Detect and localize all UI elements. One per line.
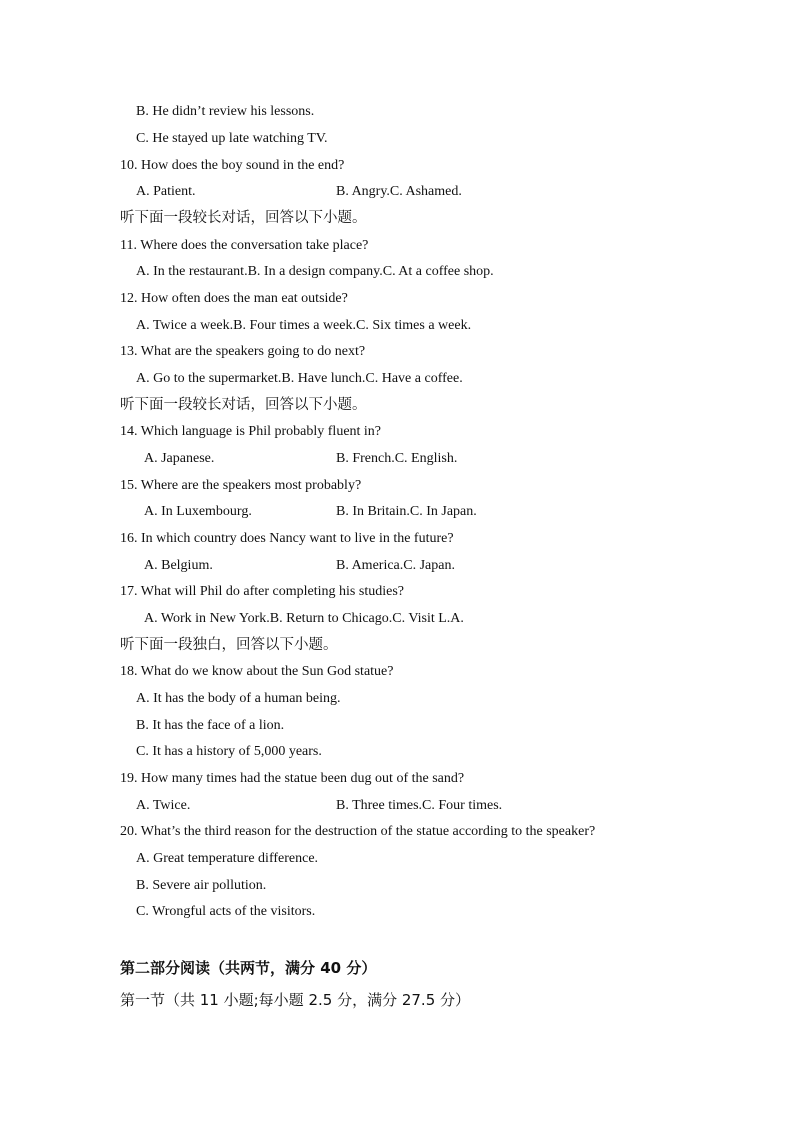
question-12 — [120, 290, 348, 308]
question-text: 13. What are the speakers going to do next? — [120, 344, 366, 359]
listening-instruction — [120, 396, 367, 414]
q19-option-a — [136, 797, 190, 815]
q12-options — [136, 317, 471, 335]
option-text: B. Three times.C. Four times. — [336, 798, 503, 813]
question-text: 10. How does the boy sound in the end? — [120, 158, 345, 173]
q19-option-bc — [336, 797, 502, 815]
question-15 — [120, 477, 361, 495]
question-text: 15. Where are the speakers most probably? — [120, 478, 362, 493]
q10-option-bc — [336, 183, 462, 201]
option-text: A. In the restaurant.B. In a design company.C. At a coffee shop. — [136, 264, 494, 279]
option-text: A. Twice. — [136, 798, 191, 813]
question-text: 11. Where does the conversation take place? — [120, 238, 369, 253]
q13-options — [136, 370, 463, 388]
option-text: C. It has a history of 5,000 years. — [136, 744, 322, 759]
option-text: B. Severe air pollution. — [136, 878, 267, 893]
option-text: B. In Britain.C. In Japan. — [336, 504, 477, 519]
question-13 — [120, 343, 365, 361]
q17-options — [144, 610, 464, 628]
option-text: B. It has the face of a lion. — [136, 718, 285, 733]
q16-option-a — [144, 557, 213, 575]
instruction-text: 听下面一段较长对话，回答以下小题。 — [120, 397, 367, 413]
q20-option-b — [136, 877, 266, 895]
q9-option-c — [136, 130, 328, 148]
section-subtitle — [120, 991, 470, 1009]
question-14 — [120, 423, 381, 441]
option-text: A. Belgium. — [144, 558, 213, 573]
q14-option-bc — [336, 450, 457, 468]
section-title-text: 第二部分阅读（共两节，满分 40 分） — [120, 959, 377, 977]
option-text: A. Great temperature difference. — [136, 851, 319, 866]
q10-option-a — [136, 183, 196, 201]
option-text: B. He didn’t review his lessons. — [136, 104, 315, 119]
q11-options — [136, 263, 494, 281]
question-text: 20. What’s the third reason for the destruction of the statue according to the speaker? — [120, 824, 596, 839]
question-text: 19. How many times had the statue been dug out of the sand? — [120, 771, 465, 786]
q14-option-a — [144, 450, 214, 468]
question-10 — [120, 157, 344, 175]
q20-option-c — [136, 903, 315, 921]
option-text: B. America.C. Japan. — [336, 558, 455, 573]
option-text: B. Angry.C. Ashamed. — [336, 184, 462, 199]
option-text: A. Work in New York.B. Return to Chicago.C. Visit L.A. — [144, 611, 464, 626]
option-text: C. Wrongful acts of the visitors. — [136, 904, 316, 919]
question-16 — [120, 530, 454, 548]
question-19 — [120, 770, 464, 788]
q15-option-bc — [336, 503, 477, 521]
option-text: C. He stayed up late watching TV. — [136, 131, 328, 146]
listening-instruction — [120, 636, 338, 654]
question-text: 17. What will Phil do after completing his studies? — [120, 584, 404, 599]
section-title — [120, 959, 376, 977]
q18-option-c — [136, 743, 322, 761]
option-text: A. Twice a week.B. Four times a week.C. Six times a week. — [136, 318, 472, 333]
instruction-text: 听下面一段较长对话，回答以下小题。 — [120, 210, 367, 226]
instruction-text: 听下面一段独白，回答以下小题。 — [120, 637, 338, 653]
option-text: A. In Luxembourg. — [144, 504, 252, 519]
q9-option-b — [136, 103, 314, 121]
section-subtitle-text: 第一节（共 11 小题;每小题 2.5 分，满分 27.5 分） — [120, 991, 471, 1009]
q20-option-a — [136, 850, 318, 868]
option-text: A. Go to the supermarket.B. Have lunch.C. Have a coffee. — [136, 371, 463, 386]
question-text: 12. How often does the man eat outside? — [120, 291, 348, 306]
q16-option-bc — [336, 557, 455, 575]
option-text: A. Patient. — [136, 184, 196, 199]
question-20 — [120, 823, 595, 841]
question-text: 14. Which language is Phil probably fluent in? — [120, 424, 382, 439]
question-text: 18. What do we know about the Sun God statue? — [120, 664, 394, 679]
question-17 — [120, 583, 404, 601]
option-text: A. It has the body of a human being. — [136, 691, 341, 706]
question-text: 16. In which country does Nancy want to live in the future? — [120, 531, 454, 546]
option-text: B. French.C. English. — [336, 451, 458, 466]
q18-option-b — [136, 717, 284, 735]
q15-option-a — [144, 503, 252, 521]
question-11 — [120, 237, 368, 255]
q18-option-a — [136, 690, 341, 708]
question-18 — [120, 663, 393, 681]
option-text: A. Japanese. — [144, 451, 215, 466]
listening-instruction — [120, 209, 367, 227]
